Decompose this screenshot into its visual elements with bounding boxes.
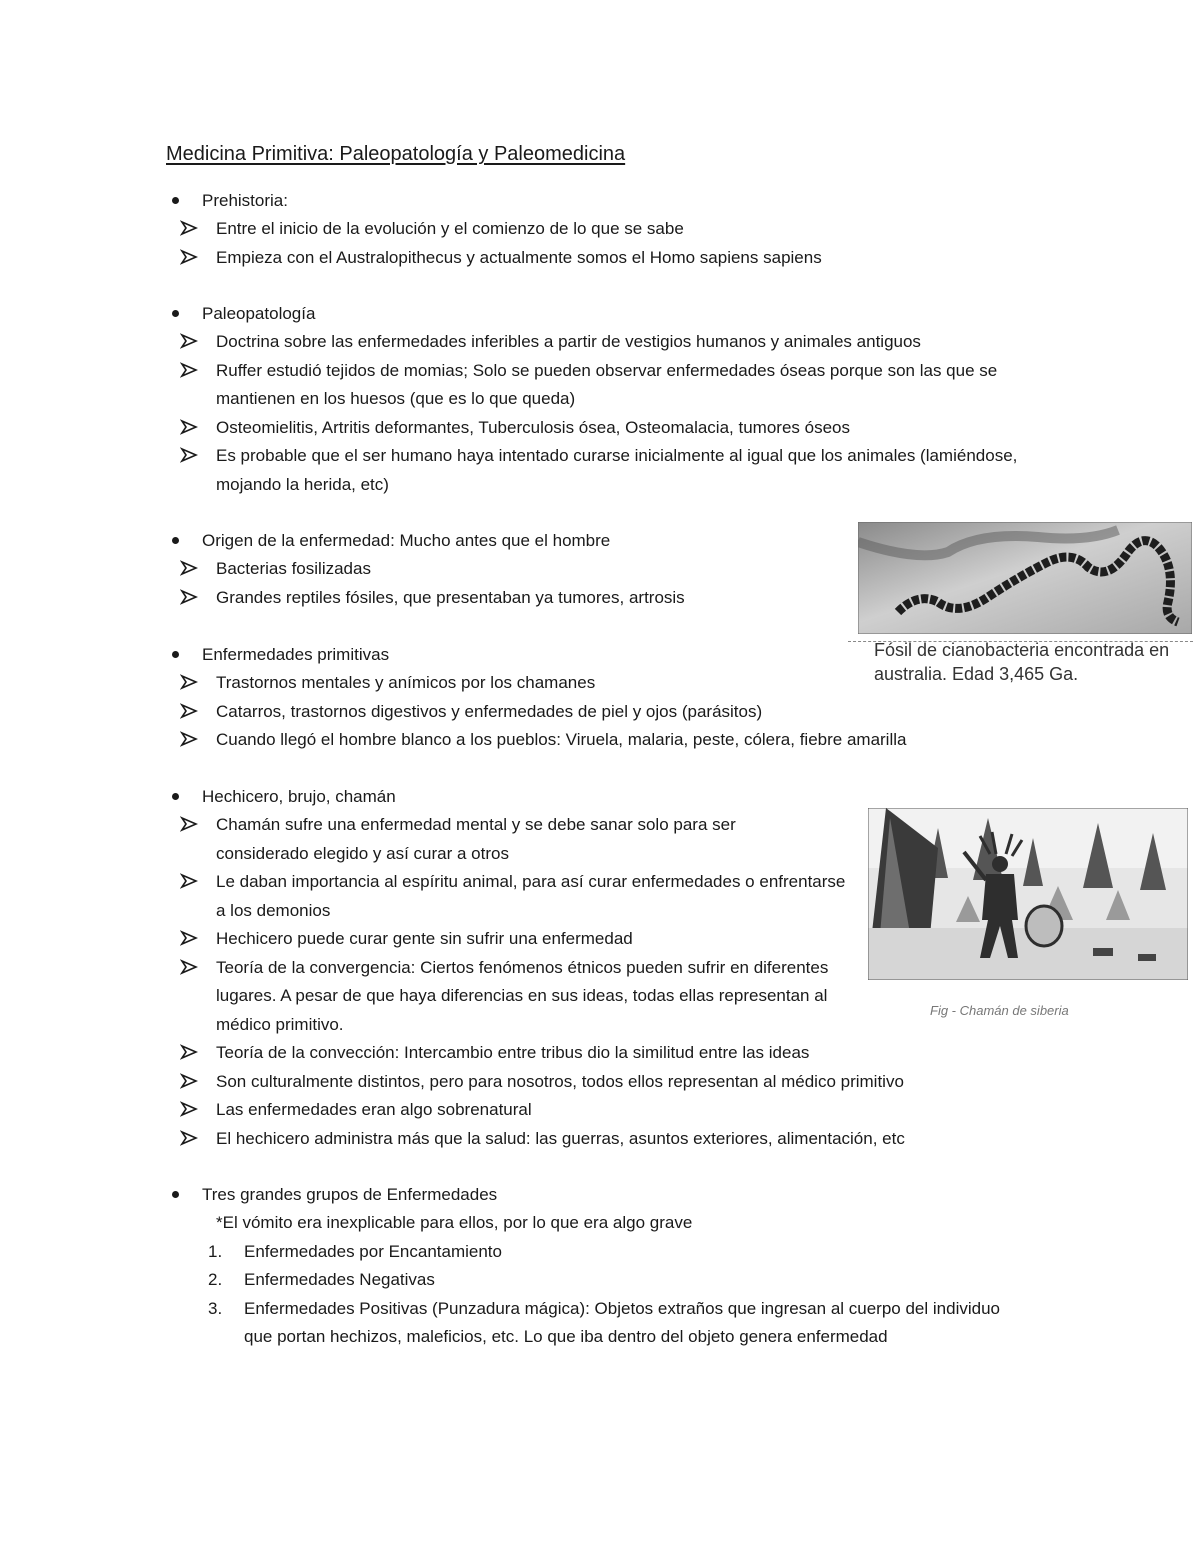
list-item: Doctrina sobre las enfermedades inferibles a partir de vestigios humanos y animales antiguos — [0, 328, 1040, 357]
bullet-heading: Prehistoria: — [0, 187, 860, 215]
bullet-heading: Enfermedades primitivas — [0, 641, 1040, 669]
arrow-bullet-icon — [180, 702, 198, 720]
arrow-bullet-icon — [180, 872, 198, 890]
section-paleopatologia — [0, 300, 1040, 499]
arrow-bullet-icon — [180, 929, 198, 947]
arrow-bullet-icon — [180, 1043, 198, 1061]
list-item: Es probable que el ser humano haya intentado curarse inicialmente al igual que los animales (lamiéndose, mojando la herida, etc) — [0, 442, 1040, 499]
list-item: Trastornos mentales y anímicos por los chamanes — [0, 669, 1040, 698]
list-item: Osteomielitis, Artritis deformantes, Tuberculosis ósea, Osteomalacia, tumores óseos — [0, 414, 1040, 443]
list-item: Hechicero puede curar gente sin sufrir una enfermedad — [0, 925, 850, 954]
item-number: 1. — [208, 1241, 223, 1261]
arrow-bullet-icon — [180, 219, 198, 237]
list-item: Entre el inicio de la evolución y el comienzo de lo que se sabe — [0, 215, 1040, 244]
arrow-bullet-icon — [180, 1100, 198, 1118]
list-item: Teoría de la convergencia: Ciertos fenómenos étnicos pueden sufrir en diferentes lugares. A pesar de que haya diferencias en sus ideas, todas ellas representan al médico primitivo. — [0, 954, 840, 1040]
arrow-bullet-icon — [180, 958, 198, 976]
arrow-bullet-icon — [180, 248, 198, 266]
arrow-bullet-icon — [180, 361, 198, 379]
fossil-cyanobacteria-image — [858, 522, 1192, 634]
shaman-caption: Fig - Chamán de siberia — [930, 1003, 1069, 1018]
section-tres-grupos — [0, 1181, 1040, 1352]
bullet-heading: Origen de la enfermedad: Mucho antes que el hombre — [0, 527, 840, 555]
list-item: Ruffer estudió tejidos de momias; Solo se pueden observar enfermedades óseas porque son las que se mantienen en los huesos (que es lo que queda) — [0, 357, 1030, 414]
bullet-heading: Paleopatología — [0, 300, 1040, 328]
bullet-dot-icon — [172, 537, 179, 544]
bullet-heading: Tres grandes grupos de Enfermedades — [0, 1181, 1040, 1209]
list-item: Grandes reptiles fósiles, que presentaban ya tumores, artrosis — [0, 584, 840, 613]
bullet-dot-icon — [172, 651, 179, 658]
arrow-bullet-icon — [180, 588, 198, 606]
list-item: Cuando llegó el hombre blanco a los pueblos: Viruela, malaria, peste, cólera, fiebre amarilla — [0, 726, 1040, 755]
bullet-dot-icon — [172, 1191, 179, 1198]
list-item: Empieza con el Australopithecus y actualmente somos el Homo sapiens sapiens — [0, 244, 1040, 273]
page-title: Medicina Primitiva: Paleopatología y Paleomedicina — [166, 143, 626, 165]
bullet-dot-icon — [172, 197, 179, 204]
item-number: 2. — [208, 1270, 223, 1289]
numbered-item: 2. Enfermedades Negativas — [0, 1266, 1040, 1295]
fossil-caption: Fósil de cianobacteria encontrada en australia. Edad 3,465 Ga. — [874, 640, 1170, 684]
siberian-shaman-image — [868, 808, 1188, 980]
list-item: Catarros, trastornos digestivos y enfermedades de piel y ojos (parásitos) — [0, 698, 1040, 727]
arrow-bullet-icon — [180, 673, 198, 691]
section-hechicero — [0, 783, 905, 1153]
arrow-bullet-icon — [180, 730, 198, 748]
bullet-dot-icon — [172, 310, 179, 317]
list-item: Le daban importancia al espíritu animal, para así curar enfermedades o enfrentarse a los demonios — [0, 868, 850, 925]
list-item: El hechicero administra más que la salud: las guerras, asuntos exteriores, alimentación, etc — [0, 1125, 1040, 1154]
arrow-bullet-icon — [180, 418, 198, 436]
section-prehistoria — [0, 187, 860, 272]
arrow-bullet-icon — [180, 815, 198, 833]
note-text: *El vómito era inexplicable para ellos, por lo que era algo grave — [216, 1213, 693, 1232]
numbered-item: 3. Enfermedades Positivas (Punzadura mágica): Objetos extraños que ingresan al cuerpo del individuo que portan hechizos, maleficios, etc. Lo que iba dentro del objeto genera enfermedad — [0, 1295, 1030, 1352]
list-item: Son culturalmente distintos, pero para nosotros, todos ellos representan al médico primitivo — [0, 1068, 1040, 1097]
arrow-bullet-icon — [180, 332, 198, 350]
arrow-bullet-icon — [180, 1129, 198, 1147]
bullet-dot-icon — [172, 793, 179, 800]
bullet-heading: Hechicero, brujo, chamán — [0, 783, 840, 811]
section-origen — [0, 527, 840, 612]
list-item: Bacterias fosilizadas — [0, 555, 840, 584]
arrow-bullet-icon — [180, 559, 198, 577]
numbered-item: 1. Enfermedades por Encantamiento — [0, 1238, 1040, 1267]
list-item: Chamán sufre una enfermedad mental y se debe sanar solo para ser considerado elegido y así curar a otros — [0, 811, 830, 868]
arrow-bullet-icon — [180, 446, 198, 464]
list-item: Las enfermedades eran algo sobrenatural — [0, 1096, 1040, 1125]
list-item: Teoría de la convección: Intercambio entre tribus dio la similitud entre las ideas — [0, 1039, 1040, 1068]
arrow-bullet-icon — [180, 1072, 198, 1090]
item-number: 3. — [208, 1298, 223, 1318]
